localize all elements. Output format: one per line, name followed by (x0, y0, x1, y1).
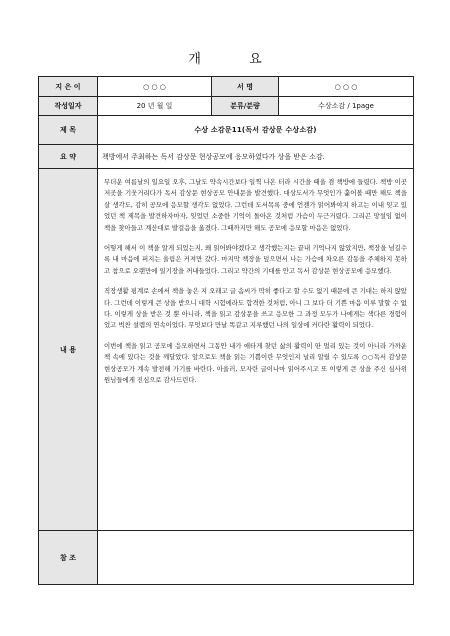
subject-row (39, 116, 414, 145)
summary-form-table (38, 76, 414, 585)
author-label: 지 은 이 (39, 77, 98, 97)
book-name-label: 서 명 (212, 77, 279, 97)
subject-value: 수상 소감문11(독서 감상문 수상소감) (98, 116, 414, 145)
content-row (39, 169, 414, 531)
content-paragraph: 어떻게 해서 이 책을 알게 되었는지, 왜 읽어봐야겠다고 생각했는지는 끝내 기억나지 않았지만, 책장을 넘길수록 내 마음에 퍼지는 울림은 커져만 갔다. 마지막 책장을 덮으면서 나는 가슴에 차오른 감동을 주체하지 못하고 참으로 오랜만에 일기장을 꺼내들었다. 그리고 약간의 기대를 안고 독서 감상문 현상공모에 응모했다. (104, 244, 407, 275)
reference-row (39, 531, 414, 585)
reference-value (98, 531, 414, 585)
category-label: 분류/분량 (212, 97, 279, 116)
date-value: 20 년 월 일 (98, 97, 212, 116)
content-paragraph: 무더운 여름날의 일요일 오후, 그날도 약속시간보다 일찍 나온 터라 시간을 때울 겸 책방에 들렸다. 책방 이곳저곳을 기웃거리다가 독서 감상문 현상공모 안내문을 발견했다. 대상도서가 무엇인가 훑어볼 때만 해도 책을 살 생각도, 감히 공모에 응모할 생각도 없었다. 그런데 도서목록 중에 언젠가 읽어봐야지 하고는 이내 잊고 있었던 책 제목을 발견하자마자, 잊었던 소중한 기억이 돌아온 것처럼 가슴이 두근거렸다. 그리곤 망설임 없이 책을 찾아들고 계산대로 발걸음을 옮겼다. 그때까지만 해도 공모에 응모할 마음은 없었다. (104, 178, 407, 232)
date-row (39, 97, 414, 116)
content-paragraph: 직장생활 핑계로 손에서 책을 놓은 지 오래고 글 솜씨가 딱히 좋다고 할 수도 없기 때문에 큰 기대는 하지 않았다. 그런데 이렇게 큰 상을 받으니 대학 시험에라도 합격한 것처럼, 아니 그 보다 더 기쁜 마음 이루 말할 수 없다. 이렇게 상을 받은 것 뿐 아니라, 책을 읽고 감상문을 쓰고 응모한 그 과정 모두가 나에게는 색다른 경험이었고 벅찬 설렘의 연속이었다. 무엇보다 만날 똑같고 지루했던 나의 일상에 커다란 활력이 되었다. (104, 287, 407, 330)
document-title: 개 요 (188, 52, 284, 67)
reference-label: 참 조 (39, 531, 98, 585)
subject-label: 제 목 (39, 116, 98, 145)
author-value: ○ ○ ○ (98, 77, 212, 97)
summary-label: 요 약 (39, 145, 98, 169)
summary-value: 책방에서 주최하는 독서 감상문 현상공모에 응모하였다가 상을 받은 소감. (98, 145, 414, 169)
content-body (98, 169, 414, 531)
summary-row (39, 145, 414, 169)
content-paragraph: 이번에 책을 읽고 공모에 응모하면서 그동안 내가 애타게 찾던 삶의 활력이 딴 멀리 있는 것이 아니라 가까운 책 속에 있다는 것을 깨달았다. 앞으로도 책을 읽는 기쁨이란 무엇인지 널리 알릴 수 있도록 ○○독서 감상문 현상공모가 계속 발전해 가기를 바란다. 아울러, 모자란 글이나마 읽어주시고 또 이렇게 큰 상을 주신 심사위원님들에게 진심으로 감사드린다. (104, 341, 407, 385)
date-label: 작성일자 (39, 97, 98, 116)
content-label: 내 용 (39, 169, 98, 531)
book-name-value: ○ ○ ○ (279, 77, 414, 97)
author-row (39, 77, 414, 97)
category-value: 수상소감 / 1page (279, 97, 414, 116)
